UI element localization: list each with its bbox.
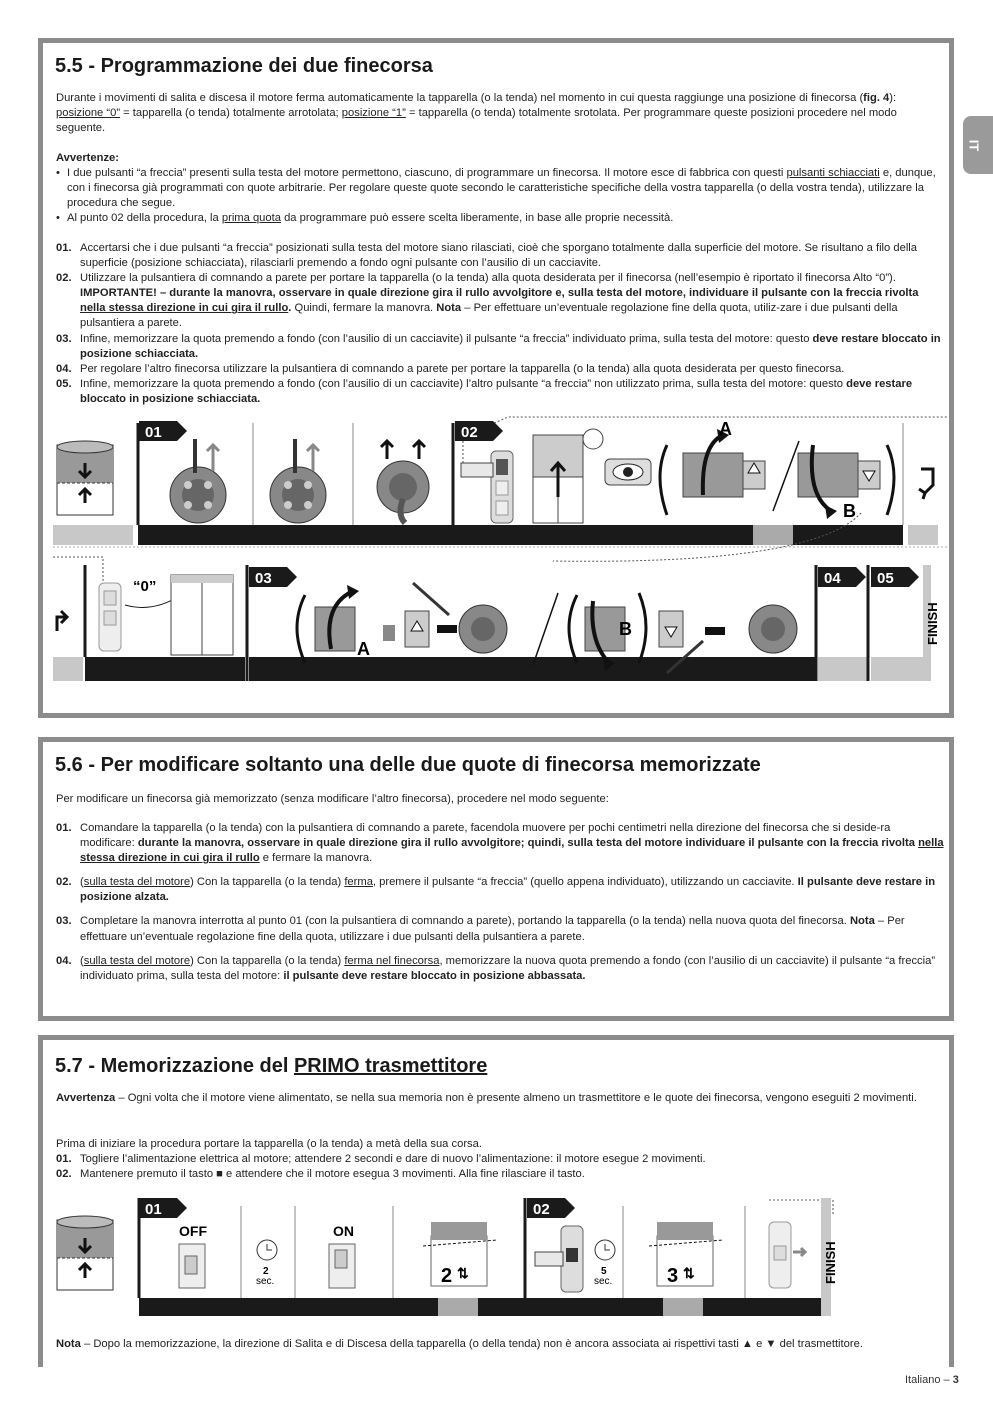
step-tag-02: 02 [461, 424, 478, 441]
section-title: 5.6 - Per modificare soltanto una delle due quote di finecorsa memorizzate [55, 754, 761, 776]
on-label: ON [333, 1223, 354, 1239]
warning-item: • Al punto 02 della procedura, la prima quota da programmare può essere scelta liberamente, in base alle proprie necessità. [56, 211, 944, 226]
svg-text:⇅: ⇅ [457, 1265, 469, 1281]
clock-icon [595, 1240, 615, 1260]
step-02: 02. Utilizzare la pulsantiera di comnando a parete per portare la tapparella (o la tenda) alla quota desiderata per il finecorsa (nell’esempio è riportato il finecorsa Alto “0”). IMPORTANTE! – durante la manovra, osservare in quale direzione gira il rullo avvolgitore e, sulla testa del motore, individuare il pulsante con la freccia rivolta nella stessa direzione in cui gira il rullo. Quindi, fermare la manovra. Nota – Per effettuare un’eventuale regolazione fine della quota, utiliz-zare i due pulsanti della pulsantiera a parete. [56, 272, 919, 330]
return-arrow-icon [919, 469, 933, 499]
section-title: 5.5 - Programmazione dei due finecorsa [55, 55, 433, 77]
intro-paragraph: Durante i movimenti di salita e discesa il motore ferma automaticamente la tapparella (o la tenda) nel momento in cui questa raggiunge una posizione di finecorsa (fig. 4): posizione “0” = tapparella (o tenda) totalmente arrotolata; posizione “1” = tapparella (o tenda) totalmente srotolata. Per programmare queste posizioni procedere nel modo seguente. [56, 92, 897, 135]
procedure-steps [56, 1137, 944, 1182]
shutter-movement-icon [649, 1222, 723, 1287]
motor-head-icon [170, 439, 226, 523]
note-paragraph: Nota – Dopo la memorizzazione, la direzione di Salita e di Discesa della tapparella (o della tenda) non è ancora associata ai rispettivi tasti ▲ e ▼ del trasmettitore. [56, 1338, 863, 1350]
step-04: 04. (sulla testa del motore) Con la tapparella (o la tenda) ferma nel finecorsa, memorizzare la nuova quota premendo a fondo (con l’ausilio di un cacciavite) il pulsante “a freccia” individuato prima, sulla testa del motore: il pulsante deve restare bloccato in posizione abbassata. [56, 954, 936, 982]
eye-icon [753, 525, 793, 545]
window-icon [171, 575, 233, 655]
window-shutter-icon [533, 429, 603, 523]
page-number: 3 [952, 1374, 959, 1386]
off-label: OFF [179, 1223, 207, 1239]
language-tab-label: IT [966, 139, 982, 152]
screwdriver-icon [413, 583, 449, 615]
breaker-off-icon [179, 1244, 205, 1288]
seconds-value: 5 [601, 1266, 607, 1277]
step-01: 01. Accertarsi che i due pulsanti “a freccia” posizionati sulla testa del motore siano rilasciati, cioè che sporgano totalmente dalla superficie del motore. Se risultano a filo della superficie (posizione schiacciata), rilasciarli premendo a fondo ogni pulsante con l’ausilio di un cacciavite. [56, 242, 918, 270]
step-03: 03. Infine, memorizzare la quota premendo a fondo (con l’ausilio di un cacciavite) il pulsante “a freccia” individuato prima, sulla testa del motore: questo deve restare bloccato in posizione schiacciata. [56, 332, 941, 360]
motor-head-icon [270, 439, 326, 523]
label-b: B [843, 501, 856, 521]
svg-text:⇅: ⇅ [683, 1265, 695, 1281]
step-02: 02. (sulla testa del motore) Con la tapparella (o la tenda) ferma, premere il pulsante “a freccia” (quello appena individuato), utilizzando un cacciavite. Il pulsante deve restare in posizione alzata. [56, 876, 936, 904]
warning-paragraph: Avvertenza – Ogni volta che il motore viene alimentato, se nella sua memoria non è presente almeno un trasmettitore e le quote dei finecorsa, vengono eseguiti 2 movimenti. [56, 1092, 917, 1104]
seconds-unit: sec. [594, 1276, 613, 1287]
step-04: 04. Per regolare l’altro finecorsa utilizzare la pulsantiera di comnando a parete per portare la tapparella (o la tenda) alla quota desiderata per questo finecorsa. [56, 362, 845, 375]
roller-rotation-icon [660, 419, 799, 515]
wall-switch-icon [99, 583, 121, 651]
motor-head-icon [377, 441, 429, 523]
shutter-icon [57, 441, 113, 515]
step-02: 02. Mantenere premuto il tasto ■ e attendere che il motore esegua 3 movimenti. Alla fine rilasciare il tasto. [56, 1168, 585, 1181]
label-b: B [619, 619, 632, 639]
section-5-7 [38, 1035, 954, 1367]
language-tab[interactable] [963, 116, 993, 174]
step-05: 05. Infine, memorizzare la quota premendo a fondo (con l’ausilio di un cacciavite) l’altro pulsante “a freccia” non utilizzato prima, sulla testa del motore: questo deve restare bloccato in posizione schiacciata. [56, 377, 913, 405]
movement-count: 3 [667, 1265, 679, 1287]
procedure-steps [56, 821, 944, 984]
warnings [56, 151, 944, 226]
warning-item: • I due pulsanti “a freccia” presenti sulla testa del motore permettono, ciascuno, di programmare un finecorsa. Il motore esce di fabbrica con questi pulsanti schiacciati e, dunque, con i finecorsa già programmati con quote arbitrarie. Per regolare queste quote secondo le caratteristiche specifiche della vostra tapparella (o della vostra tenda), utilizzare la procedura che segue. [56, 166, 944, 211]
section-title: 5.7 - Memorizzazione del PRIMO trasmettitore [55, 1055, 488, 1077]
finish-label: FINISH [925, 602, 940, 645]
shutter-movement-icon [423, 1222, 497, 1287]
step-01: 01. Togliere l’alimentazione elettrica al motore; attendere 2 secondi e dare di nuovo l’alimentazione: il motore esegue 2 movimenti. [56, 1153, 706, 1166]
procedure-steps [56, 241, 944, 407]
breaker-on-icon [329, 1244, 355, 1288]
clock-icon [257, 1240, 277, 1260]
roller-rotation-icon [297, 583, 507, 663]
eye-icon [663, 1298, 703, 1316]
return-arrow-icon [57, 611, 67, 631]
programming-figure [53, 415, 949, 687]
shutter-icon [57, 1216, 113, 1290]
pre-step: Prima di iniziare la procedura portare la tapparella (o la tenda) a metà della sua corsa. [56, 1138, 482, 1150]
transmitter-figure [53, 1192, 853, 1318]
step-tag-02: 02 [533, 1201, 550, 1218]
eye-icon [438, 1298, 478, 1316]
step-01: 01. Comandare la tapparella (o la tenda) con la pulsantiera di comnando a parete, facendola muovere per pochi centimetri nella direzione del finecorsa che si deside-ra modificare: durante la manovra, osservare in quale direzione gira il rullo avvolgitore; quindi, sulla testa del motore individuare il pulsante con la freccia rivolta nella stessa direzione in cui gira il rullo e fermare la manovra. [56, 822, 944, 865]
label-position-zero: “0” [133, 578, 157, 595]
wall-switch-icon [461, 451, 513, 523]
transmitter-icon [535, 1226, 583, 1292]
warnings-title: Avvertenze: [56, 152, 120, 164]
step-tag-04: 04 [824, 570, 841, 587]
step-tag-05: 05 [877, 570, 894, 587]
movement-count: 2 [441, 1265, 453, 1287]
step-tag-03: 03 [255, 570, 272, 587]
intro-paragraph: Per modificare un finecorsa già memorizzato (senza modificare l’altro finecorsa), procedere nel modo seguente: [56, 793, 609, 805]
seconds-unit: sec. [256, 1276, 275, 1287]
step-03: 03. Completare la manovra interrotta al punto 01 (con la pulsantiera di comnando a parete), portando la tapparella (o la tenda) nella nuova quota del finecorsa. Nota – Per effettuare un’eventuale regolazione fine della quota, utilizzare i due pulsanti della pulsantiera a parete. [56, 915, 905, 943]
transmitter-icon [769, 1222, 805, 1288]
section-5-6 [38, 737, 954, 1021]
page-footer: Italiano – 3 [905, 1374, 959, 1386]
step-tag-01: 01 [145, 1201, 162, 1218]
finish-label: FINISH [823, 1241, 838, 1284]
seconds-value: 2 [263, 1266, 269, 1277]
roller-rotation-icon [798, 445, 894, 521]
label-a: A [719, 419, 732, 439]
step-tag-01: 01 [145, 424, 162, 441]
label-a: A [357, 639, 370, 659]
eye-icon [605, 459, 651, 485]
section-5-5 [38, 38, 954, 718]
